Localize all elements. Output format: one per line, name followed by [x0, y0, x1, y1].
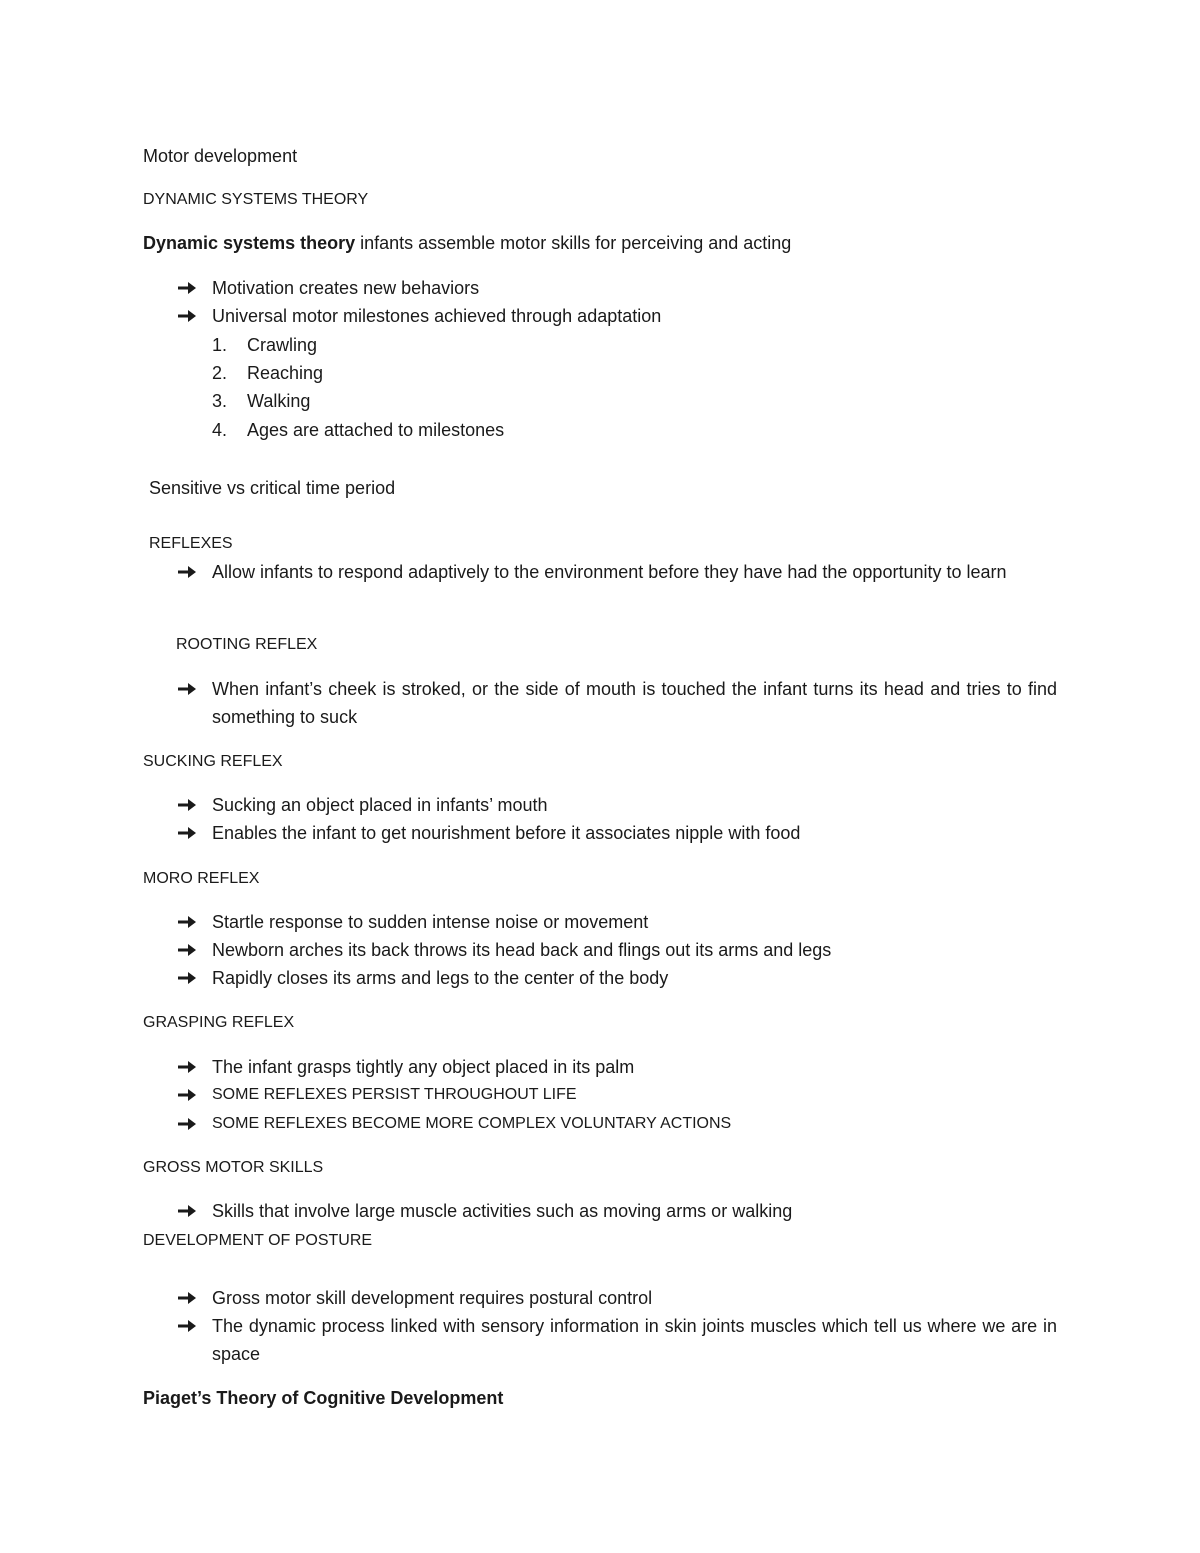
dst-definition — [143, 232, 791, 254]
arrow-bullet-icon — [176, 561, 198, 583]
list-item: Newborn arches its back throws its head back and flings out its arms and legs — [212, 940, 832, 960]
list-item: When infant’s cheek is stroked, or the side of mouth is touched the infant turns its head and tries to find something to suck — [212, 679, 1057, 727]
list-item: SOME REFLEXES BECOME MORE COMPLEX VOLUNTARY ACTIONS — [212, 1115, 732, 1132]
arrow-bullet-icon — [176, 1200, 198, 1222]
list-item: Skills that involve large muscle activities such as moving arms or walking — [212, 1201, 793, 1221]
list-item: Rapidly closes its arms and legs to the center of the body — [212, 968, 669, 988]
list-item: Sucking an object placed in infants’ mouth — [212, 795, 548, 815]
list-number: 1. — [212, 335, 228, 355]
sensitive-period-text: Sensitive vs critical time period — [149, 478, 396, 498]
list-item: Allow infants to respond adaptively to the environment before they have had the opportunity to learn — [212, 562, 1007, 582]
list-item: Crawling — [247, 335, 318, 355]
arrow-bullet-icon — [176, 1315, 198, 1337]
list-item: Ages are attached to milestones — [247, 420, 505, 440]
dst-def-term: Dynamic systems theory — [143, 233, 356, 253]
list-item: Gross motor skill development requires postural control — [212, 1288, 653, 1308]
arrow-bullet-icon — [176, 305, 198, 327]
list-item: Motivation creates new behaviors — [212, 278, 480, 298]
list-item: The infant grasps tightly any object placed in its palm — [212, 1057, 635, 1077]
list-number: 2. — [212, 363, 228, 383]
arrow-bullet-icon — [176, 822, 198, 844]
arrow-bullet-icon — [176, 939, 198, 961]
posture-heading: DEVELOPMENT OF POSTURE — [143, 1232, 373, 1249]
sucking-heading: SUCKING REFLEX — [143, 753, 283, 770]
moro-heading: MORO REFLEX — [143, 870, 260, 887]
arrow-bullet-icon — [176, 911, 198, 933]
list-item: Walking — [247, 391, 311, 411]
gross-motor-heading: GROSS MOTOR SKILLS — [143, 1159, 324, 1176]
dst-def-text: infants assemble motor skills for perceiving and acting — [355, 233, 792, 253]
list-item: Universal motor milestones achieved through adaptation — [212, 306, 662, 326]
list-item: SOME REFLEXES PERSIST THROUGHOUT LIFE — [212, 1086, 577, 1103]
list-item: The dynamic process linked with sensory information in skin joints muscles which tell us where we are in space — [212, 1316, 1057, 1364]
arrow-bullet-icon — [176, 1056, 198, 1078]
arrow-bullet-icon — [176, 277, 198, 299]
arrow-bullet-icon — [176, 1084, 198, 1106]
arrow-bullet-icon — [176, 678, 198, 700]
list-item: Startle response to sudden intense noise or movement — [212, 912, 649, 932]
arrow-bullet-icon — [176, 1287, 198, 1309]
reflexes-heading: REFLEXES — [149, 535, 233, 552]
arrow-bullet-icon — [176, 967, 198, 989]
dst-heading: DYNAMIC SYSTEMS THEORY — [143, 191, 369, 208]
arrow-bullet-icon — [176, 1113, 198, 1135]
list-number: 3. — [212, 391, 228, 411]
arrow-bullet-icon — [176, 794, 198, 816]
rooting-heading: ROOTING REFLEX — [176, 636, 318, 653]
doc-title: Motor development — [143, 146, 298, 166]
grasping-heading: GRASPING REFLEX — [143, 1014, 295, 1031]
list-item: Enables the infant to get nourishment before it associates nipple with food — [212, 823, 801, 843]
list-number: 4. — [212, 420, 228, 440]
list-item: Reaching — [247, 363, 324, 383]
piaget-heading: Piaget’s Theory of Cognitive Development — [143, 1388, 504, 1408]
